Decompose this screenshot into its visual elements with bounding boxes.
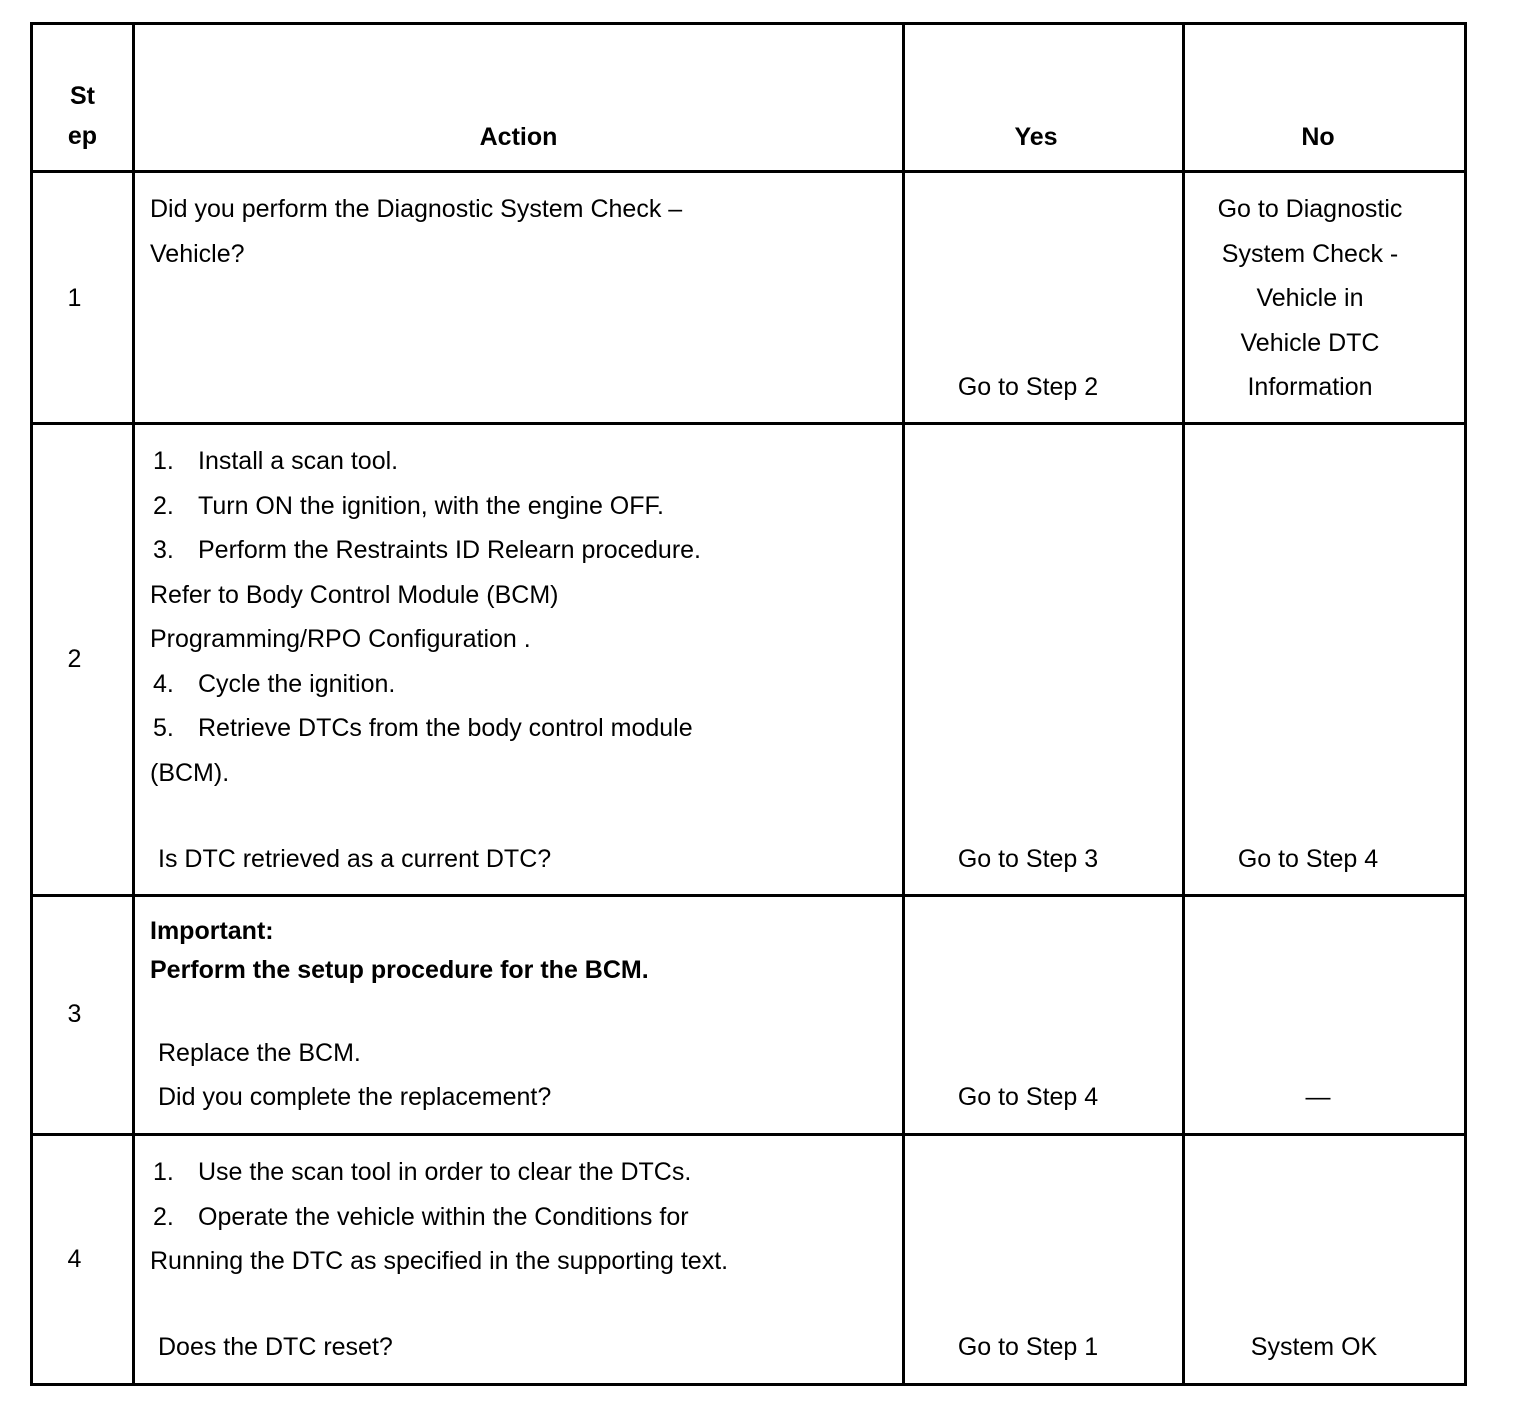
procedure-step-number: 2. [153, 1202, 174, 1231]
important-text: Perform the setup procedure for the BCM. [150, 956, 649, 984]
table-border-bottom [30, 1383, 1467, 1386]
no-result: Go to Step 4 [1237, 845, 1379, 873]
no-result: — [1305, 1083, 1331, 1111]
action-line: Did you perform the Diagnostic System Check – [150, 195, 683, 223]
procedure-step-number: 1. [153, 447, 174, 475]
header-action: Action [479, 123, 558, 151]
action-line: Vehicle? [150, 239, 245, 268]
procedure-step-number: 5. [153, 714, 174, 742]
no-result-line: Information [1247, 373, 1373, 401]
procedure-step [150, 484, 890, 529]
header-step-line: ep [67, 122, 98, 150]
procedure-step-number: 4. [153, 669, 174, 698]
header-step [33, 76, 132, 156]
action-line: Replace the BCM. [158, 1039, 361, 1067]
procedure-step [150, 1195, 890, 1240]
procedure-step-text: Use the scan tool in order to clear the DTCs. [198, 1158, 692, 1186]
procedure-step [150, 528, 890, 573]
procedure-step-text: Retrieve DTCs from the body control module [198, 714, 693, 742]
action-text [150, 439, 890, 795]
header-step-line: St [70, 82, 95, 110]
yes-result: Go to Step 2 [957, 373, 1099, 401]
procedure-step-text: Turn ON the ignition, with the engine OFF. [198, 491, 664, 520]
yes-result: Go to Step 3 [957, 845, 1099, 873]
procedure-step-number: 1. [153, 1158, 174, 1186]
continuation-line: Running the DTC as specified in the supporting text. [150, 1247, 729, 1275]
procedure-step-text: Cycle the ignition. [198, 669, 396, 698]
question-text: Did you complete the replacement? [158, 1083, 552, 1111]
procedure-step-text: Install a scan tool. [198, 447, 399, 475]
procedure-step-number: 2. [153, 491, 174, 520]
action-text [150, 187, 890, 276]
procedure-step-text: Perform the Restraints ID Relearn procedure. [198, 536, 701, 564]
step-number: 3 [67, 1000, 82, 1028]
procedure-step [150, 662, 890, 707]
row-divider [30, 1133, 1467, 1136]
procedure-step [150, 706, 890, 751]
header-divider [30, 170, 1467, 173]
question-text: Is DTC retrieved as a current DTC? [158, 845, 552, 873]
reference-line: Programming/RPO Configuration . [150, 625, 531, 653]
step-number: 2 [67, 645, 82, 673]
header-no: No [1301, 123, 1335, 151]
no-result-line: Vehicle DTC [1240, 328, 1380, 357]
column-divider [902, 22, 905, 1386]
question-text: Does the DTC reset? [158, 1333, 393, 1361]
important-label: Important: [150, 917, 274, 945]
continuation-line: (BCM). [150, 758, 230, 787]
step-number: 4 [67, 1245, 82, 1273]
procedure-step-text: Operate the vehicle within the Conditions for [198, 1202, 689, 1231]
table-border-right [1464, 22, 1467, 1386]
procedure-step [150, 1150, 890, 1195]
yes-result: Go to Step 4 [957, 1083, 1099, 1111]
step-number: 1 [67, 284, 82, 312]
no-result: System OK [1250, 1333, 1378, 1361]
no-result-line: System Check - [1221, 239, 1399, 268]
action-text [150, 1150, 890, 1284]
row-divider [30, 894, 1467, 897]
procedure-step [150, 439, 890, 484]
header-yes: Yes [1014, 123, 1058, 151]
reference-line: Refer to Body Control Module (BCM) [150, 580, 559, 609]
row-divider [30, 422, 1467, 425]
yes-result: Go to Step 1 [957, 1333, 1099, 1361]
table-border-left [30, 22, 33, 1386]
no-result-line: Go to Diagnostic [1217, 195, 1403, 223]
no-result [1185, 187, 1435, 410]
procedure-step-number: 3. [153, 536, 174, 564]
table-border-top [30, 22, 1467, 25]
column-divider [132, 22, 135, 1386]
no-result-line: Vehicle in [1256, 284, 1364, 312]
